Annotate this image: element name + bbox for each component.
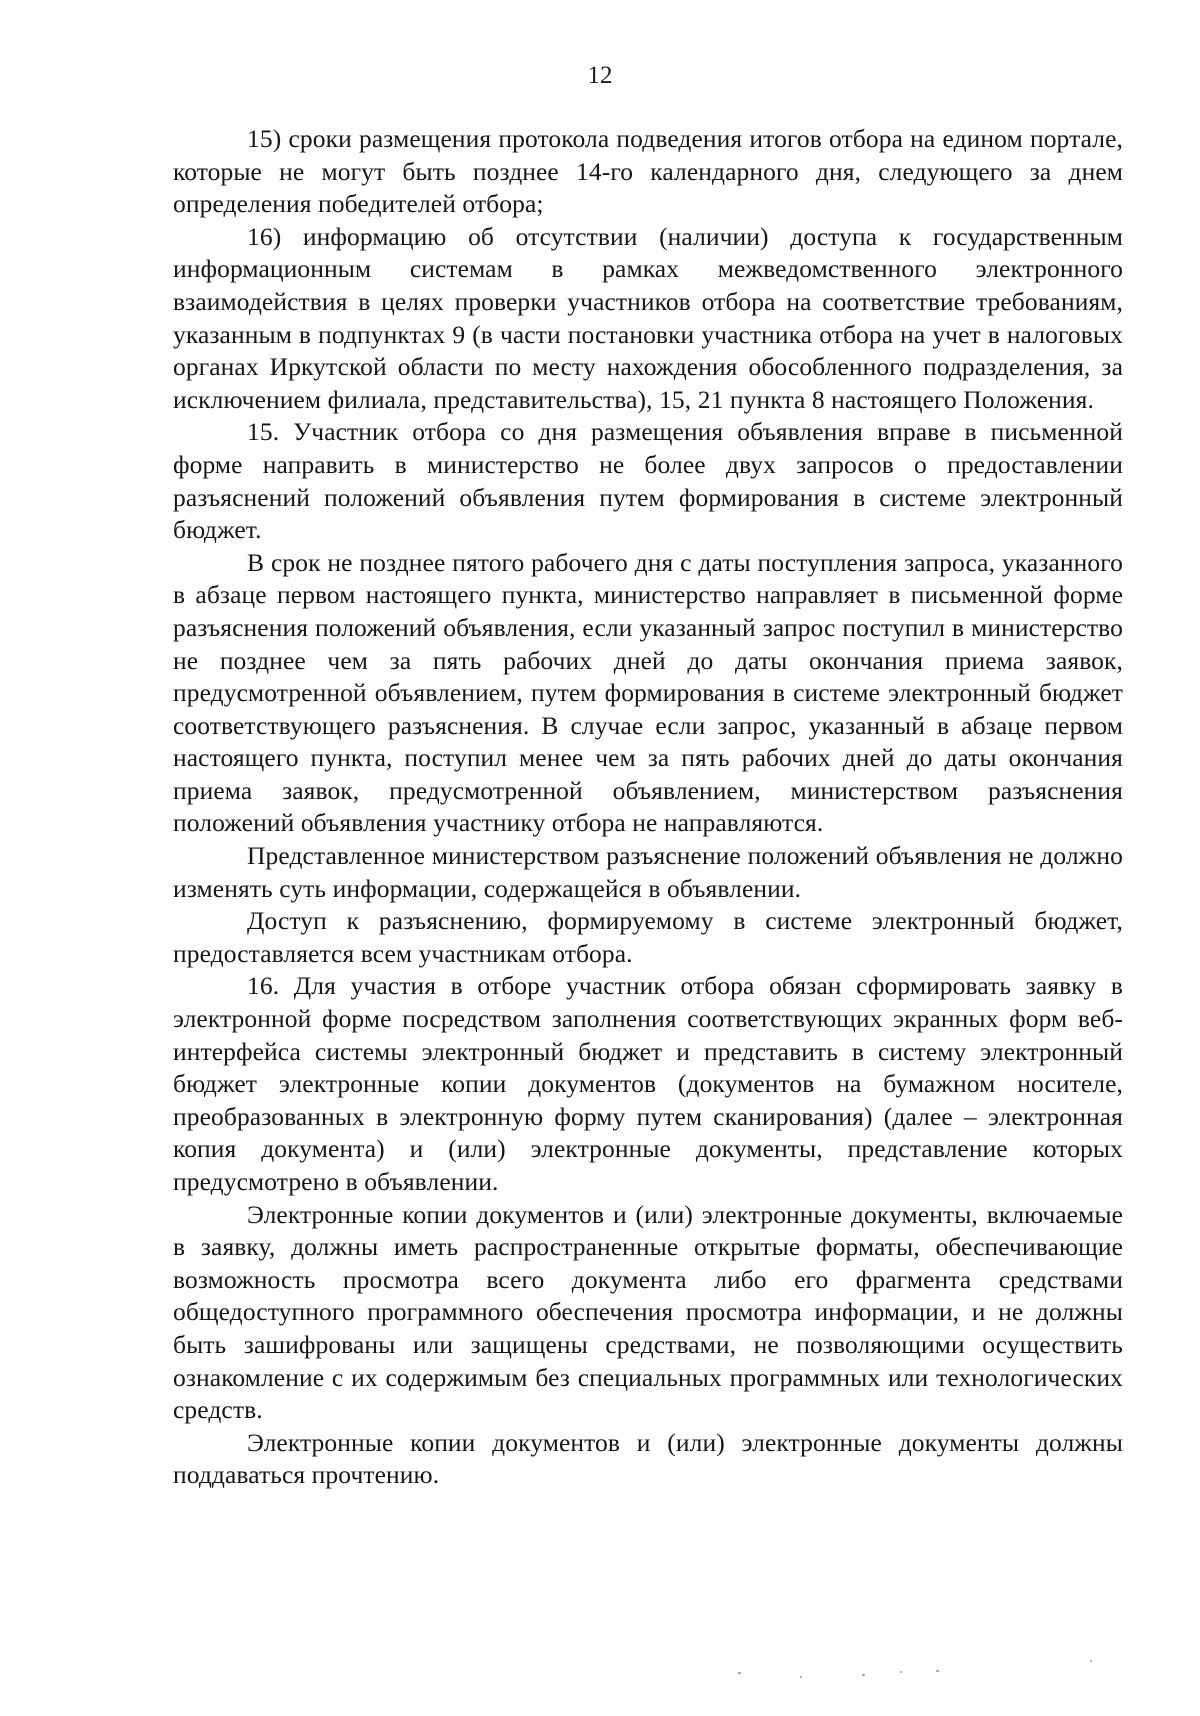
paragraph-item-16: 16) информацию об отсутствии (наличии) доступа к государственным информационным системам в рамках межведомственного электронного взаимодействия в целях проверки участников отбора на соответствие требованиям, указанным в подпунктах 9 (в части постановки участника отбора на учет в налоговых органах Иркутской области по месту нахождения обособленного подразделения, за исключением филиала, представительства), 15, 21 пункта 8 настоящего Положения.: [173, 221, 1123, 414]
paragraph-item-15: 15) сроки размещения протокола подведения итогов отбора на едином портале, которые не могут быть позднее 14-го календарного дня, следующего за днем определения победителей отбора;: [173, 124, 1123, 219]
paragraph-clause-15: 15. Участник отбора со дня размещения объявления вправе в письменной форме направить в министерство не более двух запросов о предоставлении разъяснений положений объявления путем формирования в системе электронный бюджет.: [173, 417, 1123, 545]
scan-artifact: [800, 1676, 802, 1678]
paragraph-clarification-deadline: В срок не позднее пятого рабочего дня с даты поступления запроса, указанного в абзаце первом настоящего пункта, министерство направляет в письменной форме разъяснения положений объявления, если указанный запрос поступил в министерство не позднее чем за пять рабочих дней до даты окончания приема заявок, предусмотренной объявлением, путем формирования в системе электронный бюджет соответствующего разъяснения. В случае если запрос, указанный в абзаце первом настоящего пункта, поступил менее чем за пять рабочих дней до даты окончания приема заявок, предусмотренной объявлением, министерством разъяснения положений объявления участнику отбора не направляются.: [173, 547, 1123, 838]
paragraph-clause-16: 16. Для участия в отборе участник отбора обязан сформировать заявку в электронной форме посредством заполнения соответствующих экранных форм веб-интерфейса системы электронный бюджет и представить в систему электронный бюджет электронные копии документов (документов на бумажном носителе, преобразованных в электронную форму путем сканирования) (далее – электронная копия документа) и (или) электронные документы, представление которых предусмотрено в объявлении.: [173, 971, 1123, 1196]
paragraph-electronic-formats: Электронные копии документов и (или) электронные документы, включаемые в заявку, должны иметь распространенные открытые форматы, обеспечивающие возможность просмотра всего документа либо его фрагмента средствами общедоступного программного обеспечения просмотра информации, и не должны быть зашифрованы или защищены средствами, не позволяющими осуществить ознакомление с их содержимым без специальных программных или технологических средств.: [173, 1199, 1123, 1425]
scan-artifact: [1090, 1660, 1092, 1662]
document-body: [173, 123, 1123, 1492]
page-number: 12: [587, 62, 613, 89]
paragraph-clarification-access: Доступ к разъяснению, формируемому в системе электронный бюджет, предоставляется всем участникам отбора.: [173, 906, 1123, 968]
paragraph-readability: Электронные копии документов и (или) электронные документы должны поддаваться прочтению.: [173, 1427, 1123, 1490]
scan-artifact: [900, 1671, 902, 1673]
scan-artifact: [936, 1670, 939, 1672]
paragraph-clarification-content: Представленное министерством разъяснение положений объявления не должно изменять суть информации, содержащейся в объявлении.: [173, 841, 1123, 903]
scan-artifact: [862, 1674, 865, 1676]
scan-artifact: [738, 1672, 741, 1674]
